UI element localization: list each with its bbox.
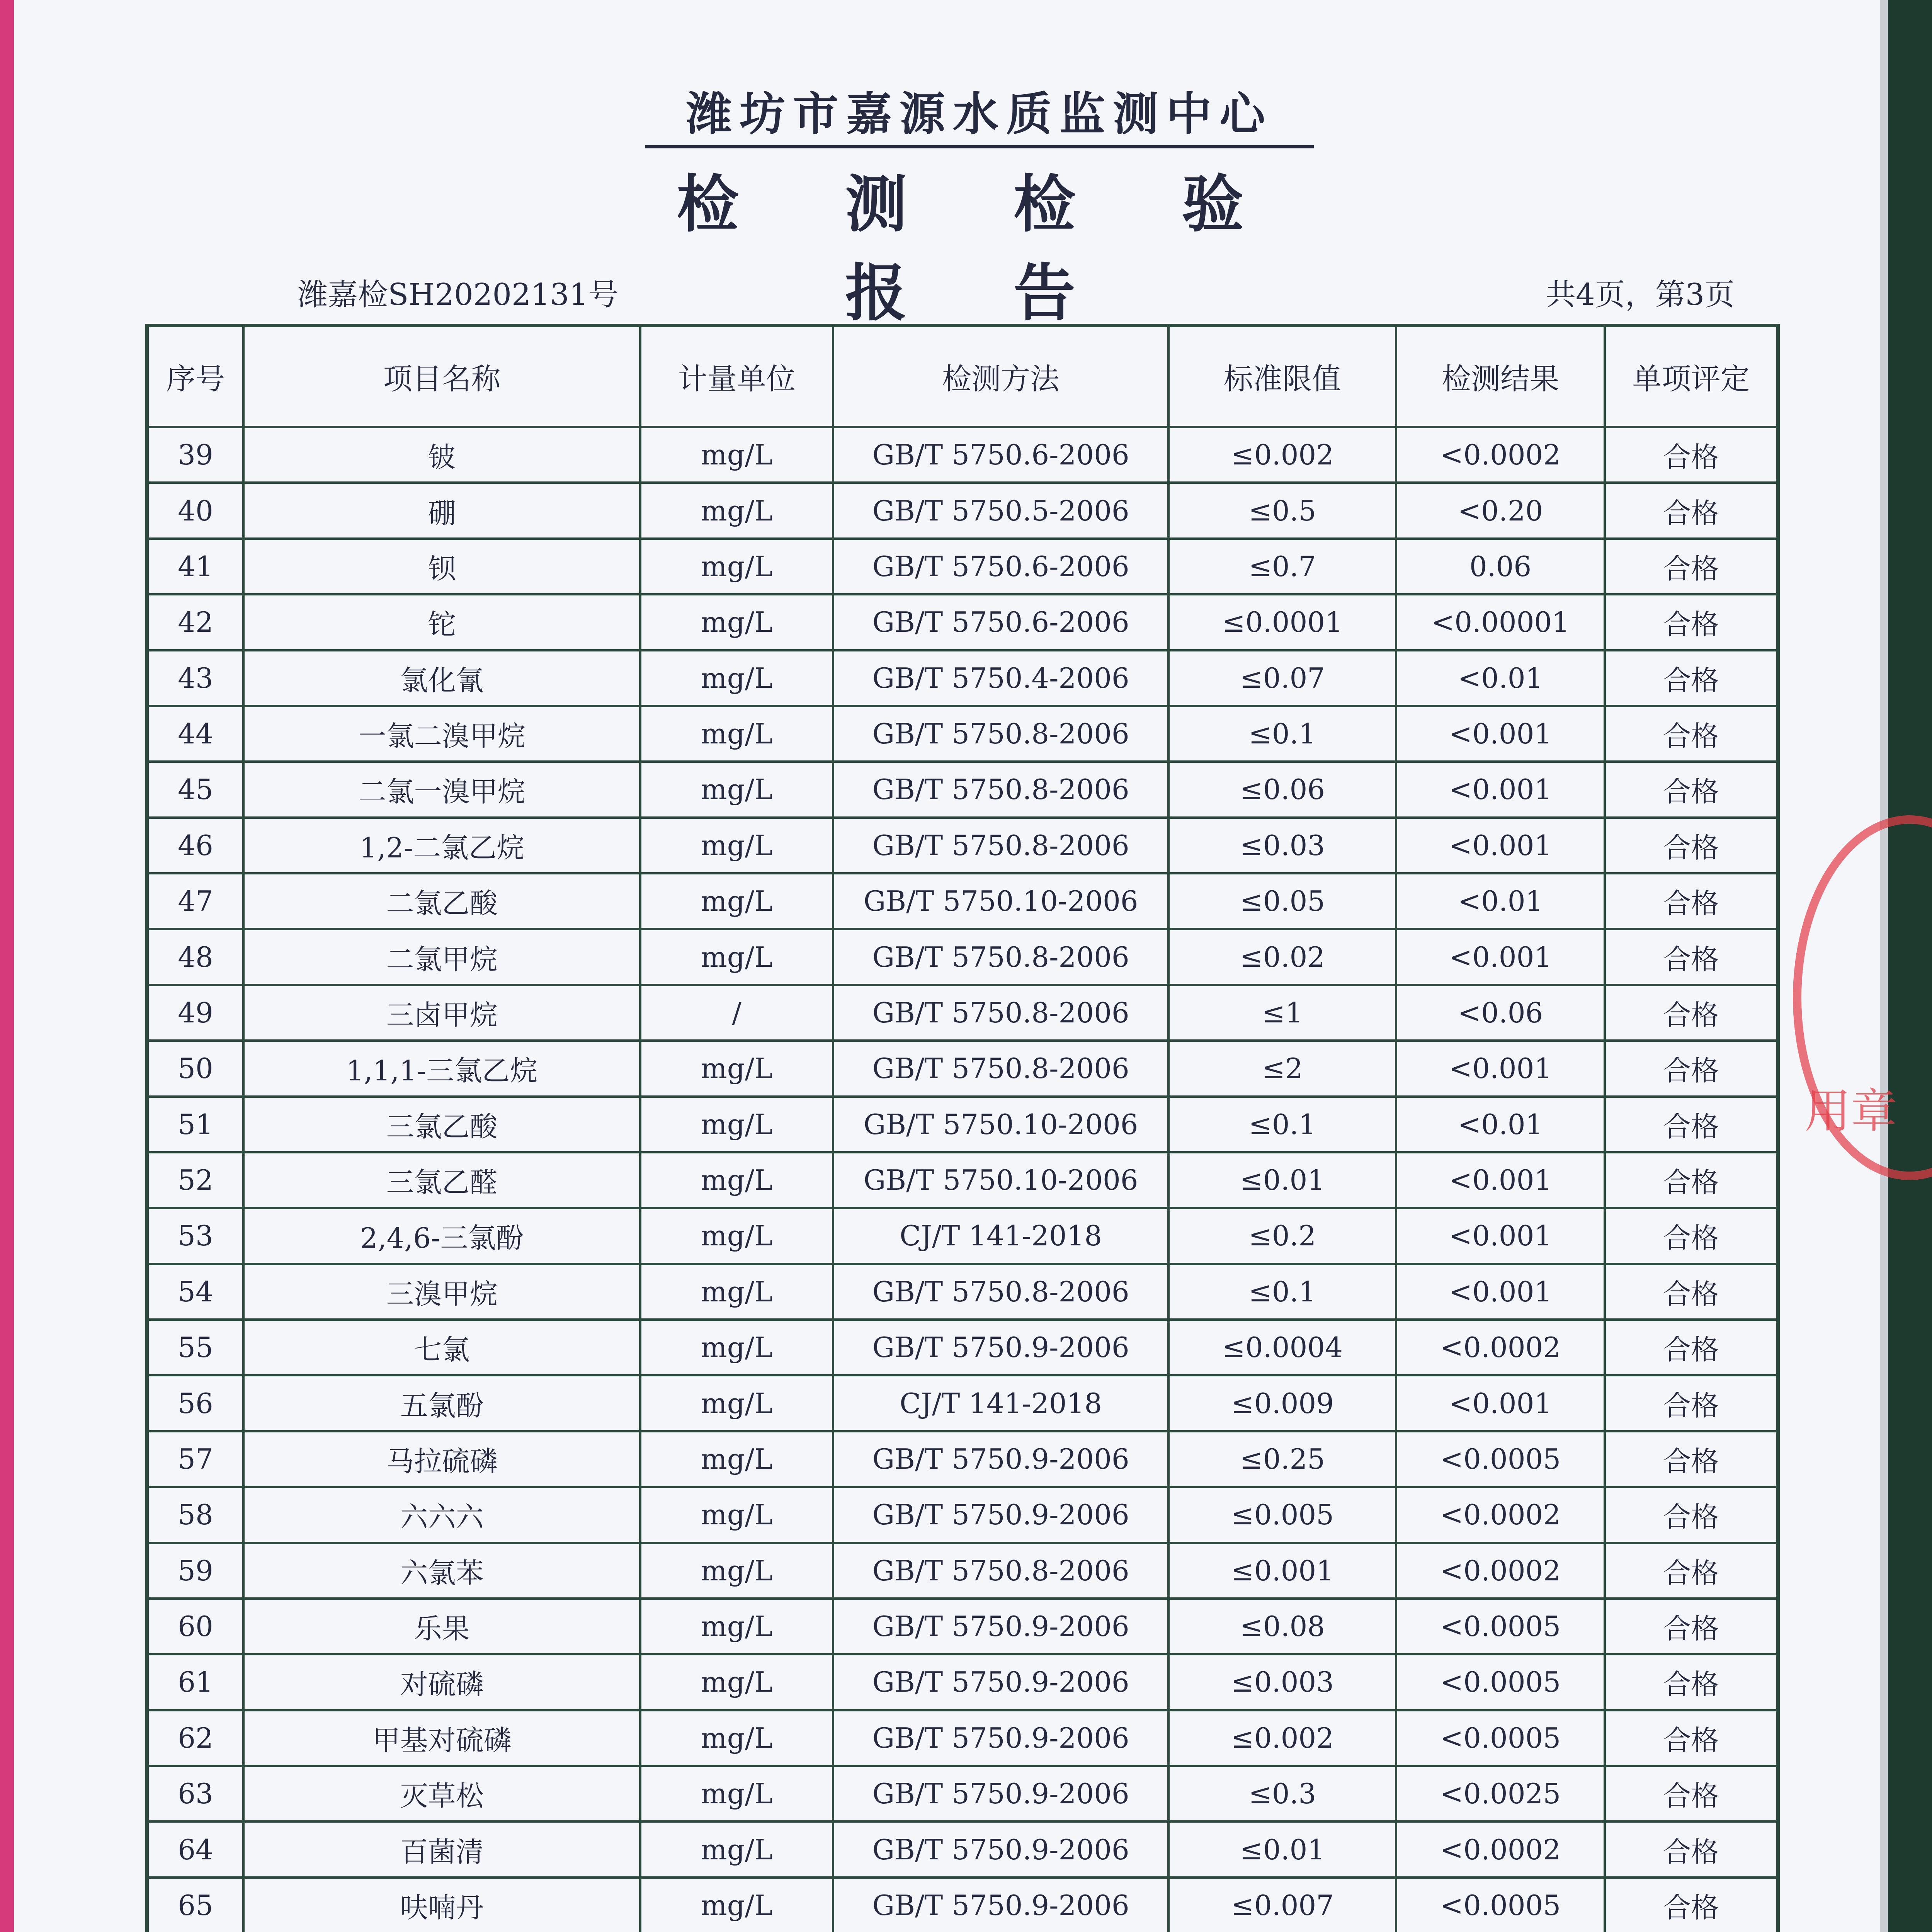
cell-unit: mg/L [640, 1264, 833, 1320]
cell-evaluation: 合格 [1605, 1431, 1778, 1487]
cell-limit: ≤0.2 [1168, 1208, 1396, 1264]
cell-limit: ≤0.007 [1168, 1878, 1396, 1932]
report-title: 检 测 检 验 报 告 [677, 168, 1286, 329]
cell-evaluation: 合格 [1605, 650, 1778, 706]
table-row [147, 1431, 1778, 1487]
cell-method: GB/T 5750.8-2006 [833, 762, 1168, 817]
table-row [147, 483, 1778, 538]
cell-limit: ≤0.7 [1168, 539, 1396, 594]
cell-method: GB/T 5750.4-2006 [833, 650, 1168, 706]
seal-text: 用章 [1804, 1085, 1897, 1138]
table-row [147, 1264, 1778, 1320]
cell-method: GB/T 5750.8-2006 [833, 929, 1168, 985]
cell-item-name: 二氯甲烷 [243, 929, 640, 985]
cell-limit: ≤0.06 [1168, 762, 1396, 817]
cell-no: 54 [147, 1264, 243, 1320]
cell-item-name: 硼 [243, 483, 640, 538]
cell-method: GB/T 5750.8-2006 [833, 985, 1168, 1041]
cell-result: <0.0002 [1396, 1487, 1604, 1543]
cell-item-name: 五氯酚 [243, 1375, 640, 1431]
table-row [147, 1041, 1778, 1096]
table-row [147, 1097, 1778, 1152]
cell-evaluation: 合格 [1605, 1152, 1778, 1208]
cell-item-name: 一氯二溴甲烷 [243, 706, 640, 762]
cell-method: GB/T 5750.9-2006 [833, 1599, 1168, 1654]
cell-limit: ≤0.01 [1168, 1152, 1396, 1208]
cell-unit: mg/L [640, 1878, 833, 1932]
cell-method: GB/T 5750.9-2006 [833, 1766, 1168, 1821]
cell-method: GB/T 5750.8-2006 [833, 818, 1168, 873]
table-row [147, 650, 1778, 706]
cell-limit: ≤0.005 [1168, 1487, 1396, 1543]
cell-evaluation: 合格 [1605, 1543, 1778, 1599]
column-header: 项目名称 [243, 326, 640, 427]
cell-result: 0.06 [1396, 539, 1604, 594]
cell-no: 51 [147, 1097, 243, 1152]
cell-result: <0.06 [1396, 985, 1604, 1041]
cell-limit: ≤0.05 [1168, 873, 1396, 929]
cell-unit: mg/L [640, 483, 833, 538]
table-row [147, 1152, 1778, 1208]
cell-item-name: 二氯乙酸 [243, 873, 640, 929]
cell-evaluation: 合格 [1605, 1487, 1778, 1543]
cell-no: 53 [147, 1208, 243, 1264]
cell-unit: mg/L [640, 1710, 833, 1766]
cell-item-name: 三卤甲烷 [243, 985, 640, 1041]
cell-evaluation: 合格 [1605, 1878, 1778, 1932]
cell-item-name: 乐果 [243, 1599, 640, 1654]
cell-result: <0.0005 [1396, 1654, 1604, 1710]
cell-item-name: 氯化氰 [243, 650, 640, 706]
cell-item-name: 三溴甲烷 [243, 1264, 640, 1320]
cell-unit: mg/L [640, 427, 833, 483]
table-row [147, 1821, 1778, 1877]
cell-unit: mg/L [640, 706, 833, 762]
cell-evaluation: 合格 [1605, 483, 1778, 538]
cell-no: 44 [147, 706, 243, 762]
cell-evaluation: 合格 [1605, 706, 1778, 762]
cell-evaluation: 合格 [1605, 818, 1778, 873]
cell-result: <0.0005 [1396, 1431, 1604, 1487]
cell-limit: ≤0.02 [1168, 929, 1396, 985]
cell-result: <0.001 [1396, 1264, 1604, 1320]
institute-name: 潍坊市嘉源水质监测中心 [645, 77, 1314, 148]
cell-no: 63 [147, 1766, 243, 1821]
cell-method: GB/T 5750.8-2006 [833, 1543, 1168, 1599]
table-row [147, 539, 1778, 594]
table-row [147, 1487, 1778, 1543]
cell-no: 65 [147, 1878, 243, 1932]
results-table [145, 324, 1780, 1932]
cell-item-name: 1,1,1-三氯乙烷 [243, 1041, 640, 1096]
table-row [147, 818, 1778, 873]
cell-limit: ≤0.1 [1168, 1097, 1396, 1152]
table-row [147, 1766, 1778, 1821]
cell-method: CJ/T 141-2018 [833, 1208, 1168, 1264]
cell-no: 64 [147, 1821, 243, 1877]
cell-unit: mg/L [640, 1152, 833, 1208]
cell-evaluation: 合格 [1605, 1320, 1778, 1375]
cell-method: GB/T 5750.6-2006 [833, 594, 1168, 650]
cell-no: 42 [147, 594, 243, 650]
report-number: 潍嘉检SH20202131号 [298, 277, 619, 312]
cell-no: 49 [147, 985, 243, 1041]
cell-limit: ≤0.003 [1168, 1654, 1396, 1710]
cell-result: <0.001 [1396, 1041, 1604, 1096]
column-header: 检测方法 [833, 326, 1168, 427]
cell-unit: mg/L [640, 1208, 833, 1264]
cell-result: <0.01 [1396, 873, 1604, 929]
cell-no: 58 [147, 1487, 243, 1543]
cell-limit: ≤0.009 [1168, 1375, 1396, 1431]
cell-item-name: 1,2-二氯乙烷 [243, 818, 640, 873]
column-header: 序号 [147, 326, 243, 427]
column-header: 检测结果 [1396, 326, 1604, 427]
cell-result: <0.01 [1396, 1097, 1604, 1152]
cell-limit: ≤0.1 [1168, 1264, 1396, 1320]
cell-limit: ≤0.5 [1168, 483, 1396, 538]
cell-limit: ≤0.25 [1168, 1431, 1396, 1487]
cell-no: 56 [147, 1375, 243, 1431]
cell-limit: ≤1 [1168, 985, 1396, 1041]
cell-limit: ≤0.0001 [1168, 594, 1396, 650]
cell-evaluation: 合格 [1605, 873, 1778, 929]
cell-result: <0.0002 [1396, 427, 1604, 483]
table-row [147, 1320, 1778, 1375]
cell-limit: ≤0.002 [1168, 427, 1396, 483]
cell-item-name: 六六六 [243, 1487, 640, 1543]
cell-no: 46 [147, 818, 243, 873]
cell-limit: ≤0.3 [1168, 1766, 1396, 1821]
page-info: 共4页，第3页 [1546, 277, 1735, 312]
table-row [147, 427, 1778, 483]
cell-item-name: 三氯乙醛 [243, 1152, 640, 1208]
table-row [147, 1375, 1778, 1431]
cell-result: <0.0002 [1396, 1821, 1604, 1877]
cell-item-name: 铍 [243, 427, 640, 483]
cell-no: 47 [147, 873, 243, 929]
cell-item-name: 铊 [243, 594, 640, 650]
cell-evaluation: 合格 [1605, 985, 1778, 1041]
cell-item-name: 对硫磷 [243, 1654, 640, 1710]
cell-evaluation: 合格 [1605, 1208, 1778, 1264]
cell-result: <0.0025 [1396, 1766, 1604, 1821]
table-row [147, 706, 1778, 762]
cell-method: GB/T 5750.9-2006 [833, 1431, 1168, 1487]
cell-item-name: 七氯 [243, 1320, 640, 1375]
cell-method: GB/T 5750.9-2006 [833, 1320, 1168, 1375]
cell-method: GB/T 5750.6-2006 [833, 539, 1168, 594]
cell-evaluation: 合格 [1605, 1654, 1778, 1710]
cell-method: GB/T 5750.8-2006 [833, 1264, 1168, 1320]
cell-method: GB/T 5750.9-2006 [833, 1878, 1168, 1932]
cell-result: <0.0002 [1396, 1320, 1604, 1375]
cell-evaluation: 合格 [1605, 1375, 1778, 1431]
cell-limit: ≤0.001 [1168, 1543, 1396, 1599]
cell-unit: mg/L [640, 762, 833, 817]
cell-no: 57 [147, 1431, 243, 1487]
cell-result: <0.00001 [1396, 594, 1604, 650]
table-row [147, 873, 1778, 929]
cell-no: 60 [147, 1599, 243, 1654]
column-header: 单项评定 [1605, 326, 1778, 427]
cell-unit: / [640, 985, 833, 1041]
cell-no: 55 [147, 1320, 243, 1375]
cell-no: 62 [147, 1710, 243, 1766]
cell-result: <0.001 [1396, 929, 1604, 985]
cell-method: GB/T 5750.10-2006 [833, 1097, 1168, 1152]
cell-limit: ≤0.08 [1168, 1599, 1396, 1654]
cell-evaluation: 合格 [1605, 1041, 1778, 1096]
cell-unit: mg/L [640, 1041, 833, 1096]
cell-item-name: 2,4,6-三氯酚 [243, 1208, 640, 1264]
table-row [147, 1543, 1778, 1599]
table-row [147, 762, 1778, 817]
table-row [147, 929, 1778, 985]
cell-result: <0.0002 [1396, 1543, 1604, 1599]
cell-evaluation: 合格 [1605, 427, 1778, 483]
cell-method: GB/T 5750.10-2006 [833, 1152, 1168, 1208]
cell-limit: ≤0.1 [1168, 706, 1396, 762]
cell-no: 41 [147, 539, 243, 594]
cell-evaluation: 合格 [1605, 1097, 1778, 1152]
cell-method: GB/T 5750.8-2006 [833, 706, 1168, 762]
cell-method: GB/T 5750.9-2006 [833, 1654, 1168, 1710]
page-left-edge [0, 0, 14, 1932]
cell-limit: ≤0.002 [1168, 1710, 1396, 1766]
table-row [147, 1599, 1778, 1654]
cell-evaluation: 合格 [1605, 539, 1778, 594]
cell-unit: mg/L [640, 1320, 833, 1375]
cell-unit: mg/L [640, 1431, 833, 1487]
cell-evaluation: 合格 [1605, 1599, 1778, 1654]
cell-unit: mg/L [640, 539, 833, 594]
cell-no: 52 [147, 1152, 243, 1208]
cell-no: 43 [147, 650, 243, 706]
cell-result: <0.0005 [1396, 1878, 1604, 1932]
cell-evaluation: 合格 [1605, 1766, 1778, 1821]
cell-limit: ≤2 [1168, 1041, 1396, 1096]
cell-unit: mg/L [640, 1543, 833, 1599]
cell-evaluation: 合格 [1605, 1710, 1778, 1766]
cell-method: GB/T 5750.6-2006 [833, 427, 1168, 483]
cell-method: GB/T 5750.5-2006 [833, 483, 1168, 538]
cell-result: <0.001 [1396, 1375, 1604, 1431]
table-row [147, 1208, 1778, 1264]
cell-limit: ≤0.01 [1168, 1821, 1396, 1877]
cell-unit: mg/L [640, 650, 833, 706]
cell-unit: mg/L [640, 1097, 833, 1152]
column-header: 计量单位 [640, 326, 833, 427]
cell-unit: mg/L [640, 594, 833, 650]
table-row [147, 1710, 1778, 1766]
table-header-row [147, 326, 1778, 427]
cell-no: 61 [147, 1654, 243, 1710]
cell-no: 59 [147, 1543, 243, 1599]
cell-result: <0.001 [1396, 1208, 1604, 1264]
cell-unit: mg/L [640, 1487, 833, 1543]
cell-item-name: 呋喃丹 [243, 1878, 640, 1932]
table-body [147, 427, 1778, 1932]
cell-item-name: 灭草松 [243, 1766, 640, 1821]
cell-evaluation: 合格 [1605, 762, 1778, 817]
cell-limit: ≤0.03 [1168, 818, 1396, 873]
cell-item-name: 三氯乙酸 [243, 1097, 640, 1152]
cell-unit: mg/L [640, 1821, 833, 1877]
cell-method: GB/T 5750.9-2006 [833, 1821, 1168, 1877]
cell-unit: mg/L [640, 818, 833, 873]
cell-unit: mg/L [640, 1375, 833, 1431]
cell-result: <0.0005 [1396, 1599, 1604, 1654]
cell-method: CJ/T 141-2018 [833, 1375, 1168, 1431]
cell-method: GB/T 5750.10-2006 [833, 873, 1168, 929]
cell-evaluation: 合格 [1605, 1821, 1778, 1877]
cell-result: <0.001 [1396, 1152, 1604, 1208]
cell-method: GB/T 5750.9-2006 [833, 1487, 1168, 1543]
cell-item-name: 百菌清 [243, 1821, 640, 1877]
cell-evaluation: 合格 [1605, 929, 1778, 985]
cell-item-name: 甲基对硫磷 [243, 1710, 640, 1766]
cell-evaluation: 合格 [1605, 594, 1778, 650]
cell-unit: mg/L [640, 1599, 833, 1654]
cell-item-name: 二氯一溴甲烷 [243, 762, 640, 817]
cell-limit: ≤0.0004 [1168, 1320, 1396, 1375]
table-row [147, 1878, 1778, 1932]
table-row [147, 594, 1778, 650]
cell-unit: mg/L [640, 929, 833, 985]
cell-no: 50 [147, 1041, 243, 1096]
cell-item-name: 钡 [243, 539, 640, 594]
cell-no: 48 [147, 929, 243, 985]
cell-result: <0.20 [1396, 483, 1604, 538]
cell-unit: mg/L [640, 873, 833, 929]
cell-unit: mg/L [640, 1766, 833, 1821]
cell-no: 39 [147, 427, 243, 483]
cell-method: GB/T 5750.8-2006 [833, 1041, 1168, 1096]
cell-result: <0.01 [1396, 650, 1604, 706]
table-row [147, 985, 1778, 1041]
cell-no: 45 [147, 762, 243, 817]
column-header: 标准限值 [1168, 326, 1396, 427]
cell-result: <0.001 [1396, 762, 1604, 817]
cell-result: <0.001 [1396, 706, 1604, 762]
cell-result: <0.0005 [1396, 1710, 1604, 1766]
table-row [147, 1654, 1778, 1710]
cell-item-name: 六氯苯 [243, 1543, 640, 1599]
cell-unit: mg/L [640, 1654, 833, 1710]
cell-item-name: 马拉硫磷 [243, 1431, 640, 1487]
cell-no: 40 [147, 483, 243, 538]
cell-method: GB/T 5750.9-2006 [833, 1710, 1168, 1766]
cell-evaluation: 合格 [1605, 1264, 1778, 1320]
cell-limit: ≤0.07 [1168, 650, 1396, 706]
cell-result: <0.001 [1396, 818, 1604, 873]
